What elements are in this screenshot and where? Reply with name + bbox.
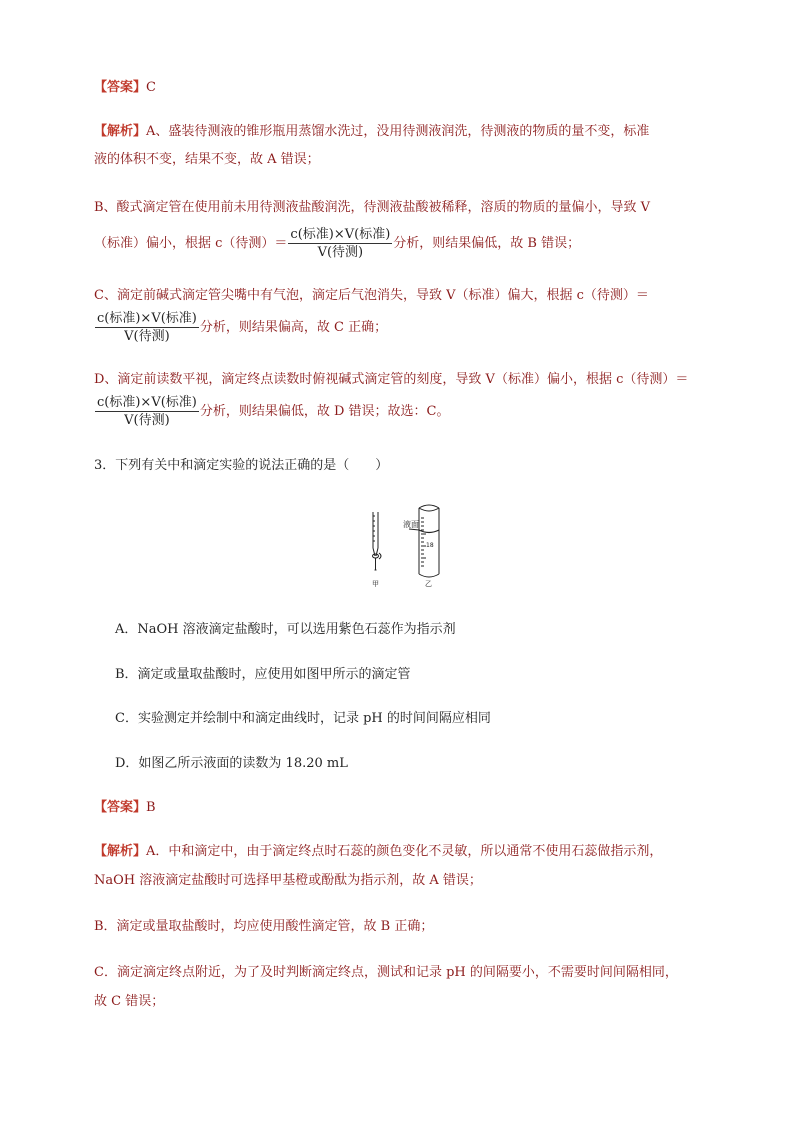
answer-line-q3 xyxy=(94,799,156,817)
option-d: D．如图乙所示液面的读数为 18.20 mL xyxy=(115,756,348,771)
analysis-b-line2 xyxy=(94,226,580,261)
fraction-denominator: V(待测) xyxy=(124,413,170,428)
tick-label-18: 18 xyxy=(426,542,434,549)
analysis-tag: 【解析】 xyxy=(94,844,147,859)
fraction-numerator: c(标准)×V(标准) xyxy=(290,227,391,242)
analysis-line-q3 xyxy=(94,843,662,861)
label-liquid-surface: 液面 xyxy=(403,520,419,529)
label-yi: 乙 xyxy=(425,580,432,588)
answer-value: C xyxy=(146,80,156,95)
answer-tag: 【答案】 xyxy=(94,80,147,95)
fraction-numerator: c(标准)×V(标准) xyxy=(97,311,197,326)
analysis-b-pre: （标准）偏小，根据 c（待测）＝ xyxy=(94,236,288,251)
question-3-stem: 3．下列有关中和滴定实验的说法正确的是（ ） xyxy=(94,458,389,473)
burette-jia xyxy=(373,512,382,570)
answer-tag: 【答案】 xyxy=(94,800,147,815)
analysis-a-line2: 液的体积不变，结果不变，故 A 错误； xyxy=(94,152,320,167)
fraction-numerator: c(标准)×V(标准) xyxy=(97,395,197,410)
fraction-d xyxy=(95,394,199,429)
analysis-b-line1: B、酸式滴定管在使用前未用待测液盐酸润洗，待测液盐酸被稀释，溶质的物质的量偏小，导致 V xyxy=(94,200,651,215)
burette-figure xyxy=(360,500,450,590)
analysis-a-line1: A、盛装待测液的锥形瓶用蒸馏水洗过，没用待测液润洗，待测液的物质的量不变，标准 xyxy=(146,124,650,139)
analysis-q3-b-line1: B．滴定或量取盐酸时，均应使用酸性滴定管，故 B 正确； xyxy=(94,919,434,934)
option-c: C．实验测定并绘制中和滴定曲线时，记录 pH 的时间间隔应相同 xyxy=(115,711,491,726)
burette-yi-scale xyxy=(409,505,439,577)
analysis-q3-c-line1: C．滴定滴定终点附近，为了及时判断滴定终点，测试和记录 pH 的间隔要小，不需要时间间隔相同， xyxy=(94,965,678,980)
analysis-d-line2 xyxy=(94,394,450,429)
answer-line-q2 xyxy=(94,79,156,97)
analysis-line xyxy=(94,123,649,141)
analysis-tag: 【解析】 xyxy=(94,124,147,139)
analysis-c-line2 xyxy=(94,310,387,345)
answer-value: B xyxy=(146,800,156,815)
option-b: B．滴定或量取盐酸时，应使用如图甲所示的滴定管 xyxy=(115,667,411,682)
analysis-d-post: 分析，则结果偏低，故 D 错误；故选：C。 xyxy=(199,404,450,419)
analysis-d-line1: D、滴定前读数平视，滴定终点读数时俯视碱式滴定管的刻度，导致 V（标准）偏小，根据 c（待测）＝ xyxy=(94,372,689,387)
burette-diagram xyxy=(360,500,450,590)
analysis-c-line1: C、滴定前碱式滴定管尖嘴中有气泡，滴定后气泡消失，导致 V（标准）偏大，根据 c（待测）＝ xyxy=(94,288,649,303)
option-a: A．NaOH 溶液滴定盐酸时，可以选用紫色石蕊作为指示剂 xyxy=(115,622,456,637)
analysis-q3-a-line1: A．中和滴定中，由于滴定终点时石蕊的颜色变化不灵敏，所以通常不使用石蕊做指示剂， xyxy=(146,844,663,859)
analysis-b-post: 分析，则结果偏低，故 B 错误； xyxy=(393,236,581,251)
fraction-denominator: V(待测) xyxy=(124,329,170,344)
fraction-c xyxy=(95,310,199,345)
label-jia: 甲 xyxy=(372,580,379,588)
analysis-q3-c-line2: 故 C 错误； xyxy=(94,994,165,1009)
analysis-q3-a-line2: NaOH 溶液滴定盐酸时可选择甲基橙或酚酞为指示剂，故 A 错误； xyxy=(94,873,482,888)
fraction-denominator: V(待测) xyxy=(317,245,364,260)
fraction-b xyxy=(288,226,392,261)
analysis-c-post: 分析，则结果偏高，故 C 正确； xyxy=(199,320,388,335)
